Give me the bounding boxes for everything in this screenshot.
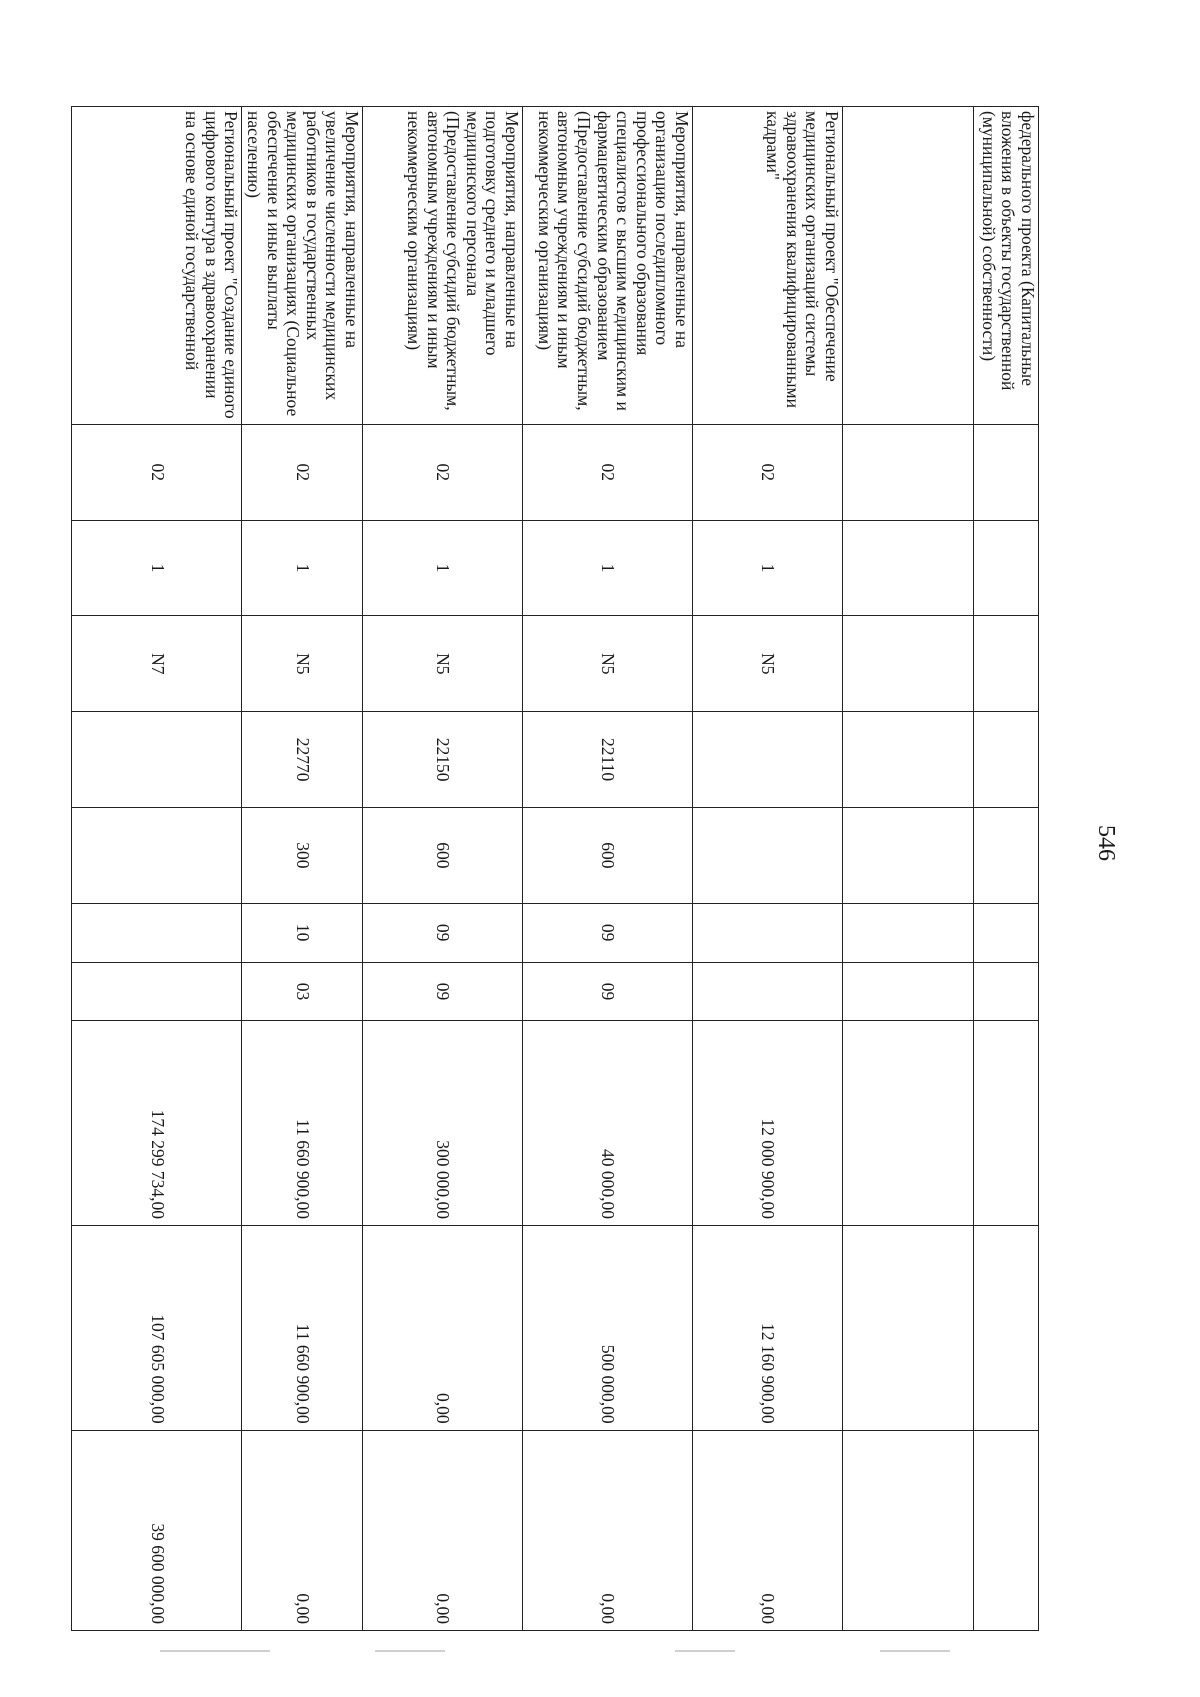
code-expense-type: 600 — [523, 807, 693, 903]
code-expense-type — [843, 807, 974, 903]
code-direction: 22110 — [523, 712, 693, 808]
table-row — [693, 107, 843, 1631]
scan-artifact — [375, 1650, 445, 1652]
scan-artifact — [160, 1650, 270, 1652]
code-program: 1 — [242, 520, 363, 616]
code-subsection — [843, 962, 974, 1021]
row-name: Мероприятия, направленные на подготовку среднего и младшего медицинского персонала (Предоставление субсидий бюджетным, автономным учреждениям и иным некоммерческим организациям) — [363, 107, 523, 425]
code-section: 09 — [523, 903, 693, 962]
amount-year-2 — [843, 1225, 974, 1430]
row-name: Региональный проект "Создание единого цифрового контура в здравоохранении на основе единой государственной — [72, 107, 242, 425]
code-program: 1 — [363, 520, 523, 616]
code-expense-type: 600 — [363, 807, 523, 903]
amount-year-3: 39 600 000,00 — [72, 1430, 242, 1630]
amount-year-3: 0,00 — [523, 1430, 693, 1630]
code-program — [974, 520, 1039, 616]
page-number: 546 — [1093, 825, 1119, 861]
code-section: 09 — [363, 903, 523, 962]
code-expense-type — [693, 807, 843, 903]
code-direction — [72, 712, 242, 808]
code-expense-type — [72, 807, 242, 903]
code-expense-type — [974, 807, 1039, 903]
code-subsection — [72, 962, 242, 1021]
code-program: 1 — [72, 520, 242, 616]
code-project — [974, 616, 1039, 712]
code-section — [974, 903, 1039, 962]
amount-year-1: 12 000 900,00 — [693, 1021, 843, 1226]
budget-table-rotated — [118, 106, 1039, 1631]
code-project: N5 — [242, 616, 363, 712]
code-project — [843, 616, 974, 712]
code-subsection: 09 — [363, 962, 523, 1021]
code-project: N5 — [693, 616, 843, 712]
amount-year-3: 0,00 — [693, 1430, 843, 1630]
code-grbs: 02 — [363, 424, 523, 520]
scan-artifact — [675, 1650, 735, 1652]
code-grbs: 02 — [693, 424, 843, 520]
amount-year-1: 300 000,00 — [363, 1021, 523, 1226]
code-project: N5 — [363, 616, 523, 712]
amount-year-3: 0,00 — [242, 1430, 363, 1630]
code-direction — [843, 712, 974, 808]
amount-year-1 — [843, 1021, 974, 1226]
code-section: 10 — [242, 903, 363, 962]
code-section — [843, 903, 974, 962]
amount-year-2: 11 660 900,00 — [242, 1225, 363, 1430]
amount-year-1 — [974, 1021, 1039, 1226]
code-direction — [974, 712, 1039, 808]
amount-year-2: 12 160 900,00 — [693, 1225, 843, 1430]
row-name: Мероприятия, направленные на увеличение численности медицинских работников в государственных медицинских организациях (Социальное обеспечение и иные выплаты населению) — [242, 107, 363, 425]
amount-year-1: 174 299 734,00 — [72, 1021, 242, 1226]
code-grbs: 02 — [523, 424, 693, 520]
table-row — [974, 107, 1039, 1631]
code-grbs — [843, 424, 974, 520]
code-grbs: 02 — [72, 424, 242, 520]
code-grbs: 02 — [242, 424, 363, 520]
table-row — [523, 107, 693, 1631]
code-program — [843, 520, 974, 616]
scan-artifact — [880, 1650, 950, 1652]
code-program: 1 — [523, 520, 693, 616]
amount-year-3: 0,00 — [363, 1430, 523, 1630]
amount-year-1: 11 660 900,00 — [242, 1021, 363, 1226]
row-name: Мероприятия, направленные на организацию последипломного профессионального образования специалистов с высшим медицинским и фармацевтическим образованием (Предоставление субсидий бюджетным, автономным учреждениям и иным некоммерческим организациям) — [523, 107, 693, 425]
amount-year-2: 0,00 — [363, 1225, 523, 1430]
row-name — [843, 107, 974, 425]
amount-year-3 — [843, 1430, 974, 1630]
budget-table — [71, 106, 1039, 1631]
code-project: N7 — [72, 616, 242, 712]
code-direction: 22770 — [242, 712, 363, 808]
code-program: 1 — [693, 520, 843, 616]
amount-year-2 — [974, 1225, 1039, 1430]
code-grbs — [974, 424, 1039, 520]
table-row — [242, 107, 363, 1631]
code-subsection: 03 — [242, 962, 363, 1021]
code-direction — [693, 712, 843, 808]
amount-year-2: 500 000,00 — [523, 1225, 693, 1430]
row-name: Региональный проект "Обеспечение медицинских организаций системы здравоохранения квалифицированными кадрами" — [693, 107, 843, 425]
code-project: N5 — [523, 616, 693, 712]
code-section — [72, 903, 242, 962]
code-subsection — [693, 962, 843, 1021]
row-name: федерального проекта (Капитальные вложения в объекты государственной (муниципальной) собственности) — [974, 107, 1039, 425]
code-expense-type: 300 — [242, 807, 363, 903]
code-subsection — [974, 962, 1039, 1021]
code-subsection: 09 — [523, 962, 693, 1021]
table-row — [843, 107, 974, 1631]
amount-year-1: 40 000,00 — [523, 1021, 693, 1226]
table-row — [72, 107, 242, 1631]
amount-year-2: 107 605 000,00 — [72, 1225, 242, 1430]
code-direction: 22150 — [363, 712, 523, 808]
amount-year-3 — [974, 1430, 1039, 1630]
code-section — [693, 903, 843, 962]
table-row — [363, 107, 523, 1631]
